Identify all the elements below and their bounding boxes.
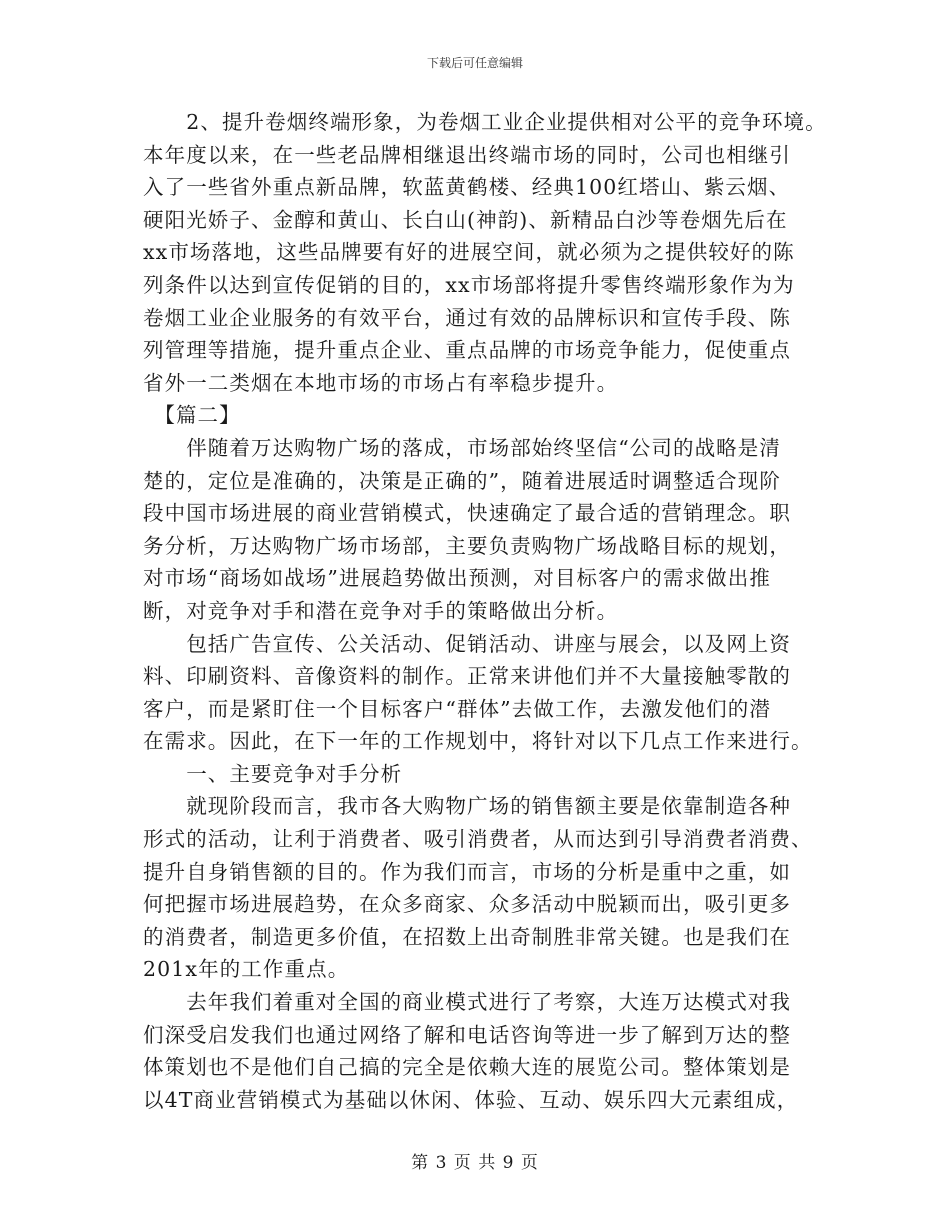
section-heading: 【篇二】 <box>143 403 241 428</box>
page-number-footer: 第 3 页 共 9 页 <box>411 1153 539 1173</box>
text-line: 本年度以来，在一些老品牌相继退出终端市场的同时，公司也相继引 <box>143 142 791 167</box>
text-line: 在需求。因此，在下一年的工作规划中，将针对以下几点工作来进行。 <box>143 729 813 754</box>
text-line: 的消费者，制造更多价值，在招数上出奇制胜非常关键。也是我们在 <box>143 924 791 949</box>
text-line: 卷烟工业企业服务的有效平台，通过有效的品牌标识和宣传手段、陈 <box>143 305 791 330</box>
text-line: 硬阳光娇子、金醇和黄山、长白山(神韵)、新精品白沙等卷烟先后在 <box>143 207 788 232</box>
text-line: 段中国市场进展的商业营销模式，快速确定了最合适的营销理念。职 <box>143 501 791 526</box>
text-line: 客户，而是紧盯住一个目标客户“群体”去做工作，去激发他们的潜 <box>143 696 771 721</box>
text-line: 包括广告宣传、公关活动、促销活动、讲座与展会，以及网上资 <box>143 631 791 656</box>
text-line: 2、提升卷烟终端形象，为卷烟工业企业提供相对公平的竞争环境。 <box>143 110 827 134</box>
text-line: 对市场“商场如战场”进展趋势做出预测，对目标客户的需求做出推 <box>143 566 771 591</box>
text-line: 省外一二类烟在本地市场的市场占有率稳步提升。 <box>143 370 619 395</box>
text-line: 何把握市场进展趋势，在众多商家、众多活动中脱颖而出，吸引更多 <box>143 892 791 917</box>
text-line: 以4T商业营销模式为基础以休闲、体验、互动、娱乐四大元素组成， <box>143 1087 799 1112</box>
text-line: 断，对竞争对手和潜在竞争对手的策略做出分析。 <box>143 598 619 623</box>
header-note: 下载后可任意编辑 <box>426 56 523 70</box>
text-line: 入了一些省外重点新品牌，软蓝黄鹤楼、经典100红塔山、紫云烟、 <box>143 175 791 200</box>
text-line: 们深受启发我们也通过网络了解和电话咨询等进一步了解到万达的整 <box>143 1022 791 1047</box>
text-line: 列条件以达到宣传促销的目的，xx市场部将提升零售终端形象作为为 <box>143 272 795 297</box>
text-line: xx市场落地，这些品牌要有好的进展空间，就必须为之提供较好的陈 <box>143 240 795 265</box>
subsection-heading: 一、主要竞争对手分析 <box>143 761 403 786</box>
text-line: 201x年的工作重点。 <box>143 957 350 982</box>
text-line: 伴随着万达购物广场的落成，市场部始终坚信“公司的战略是清 <box>143 435 781 460</box>
text-line: 体策划也不是他们自己搞的完全是依赖大连的展览公司。整体策划是 <box>143 1055 791 1080</box>
text-line: 去年我们着重对全国的商业模式进行了考察，大连万达模式对我 <box>143 990 791 1015</box>
text-line: 料、印刷资料、音像资料的制作。正常来讲他们并不大量接触零散的 <box>143 664 791 689</box>
text-line: 楚的，定位是准确的，决策是正确的”，随着进展适时调整适合现阶 <box>143 468 781 493</box>
text-line: 就现阶段而言，我市各大购物广场的销售额主要是依靠制造各种 <box>143 794 791 819</box>
text-line: 形式的活动，让利于消费者、吸引消费者，从而达到引导消费者消费、 <box>143 827 813 852</box>
text-line: 列管理等措施，提升重点企业、重点品牌的市场竞争能力，促使重点 <box>143 338 791 363</box>
text-line: 务分析，万达购物广场市场部，主要负责购物广场战略目标的规划， <box>143 533 791 558</box>
document-body <box>143 106 827 1116</box>
text-line: 提升自身销售额的目的。作为我们而言，市场的分析是重中之重，如 <box>143 859 791 884</box>
